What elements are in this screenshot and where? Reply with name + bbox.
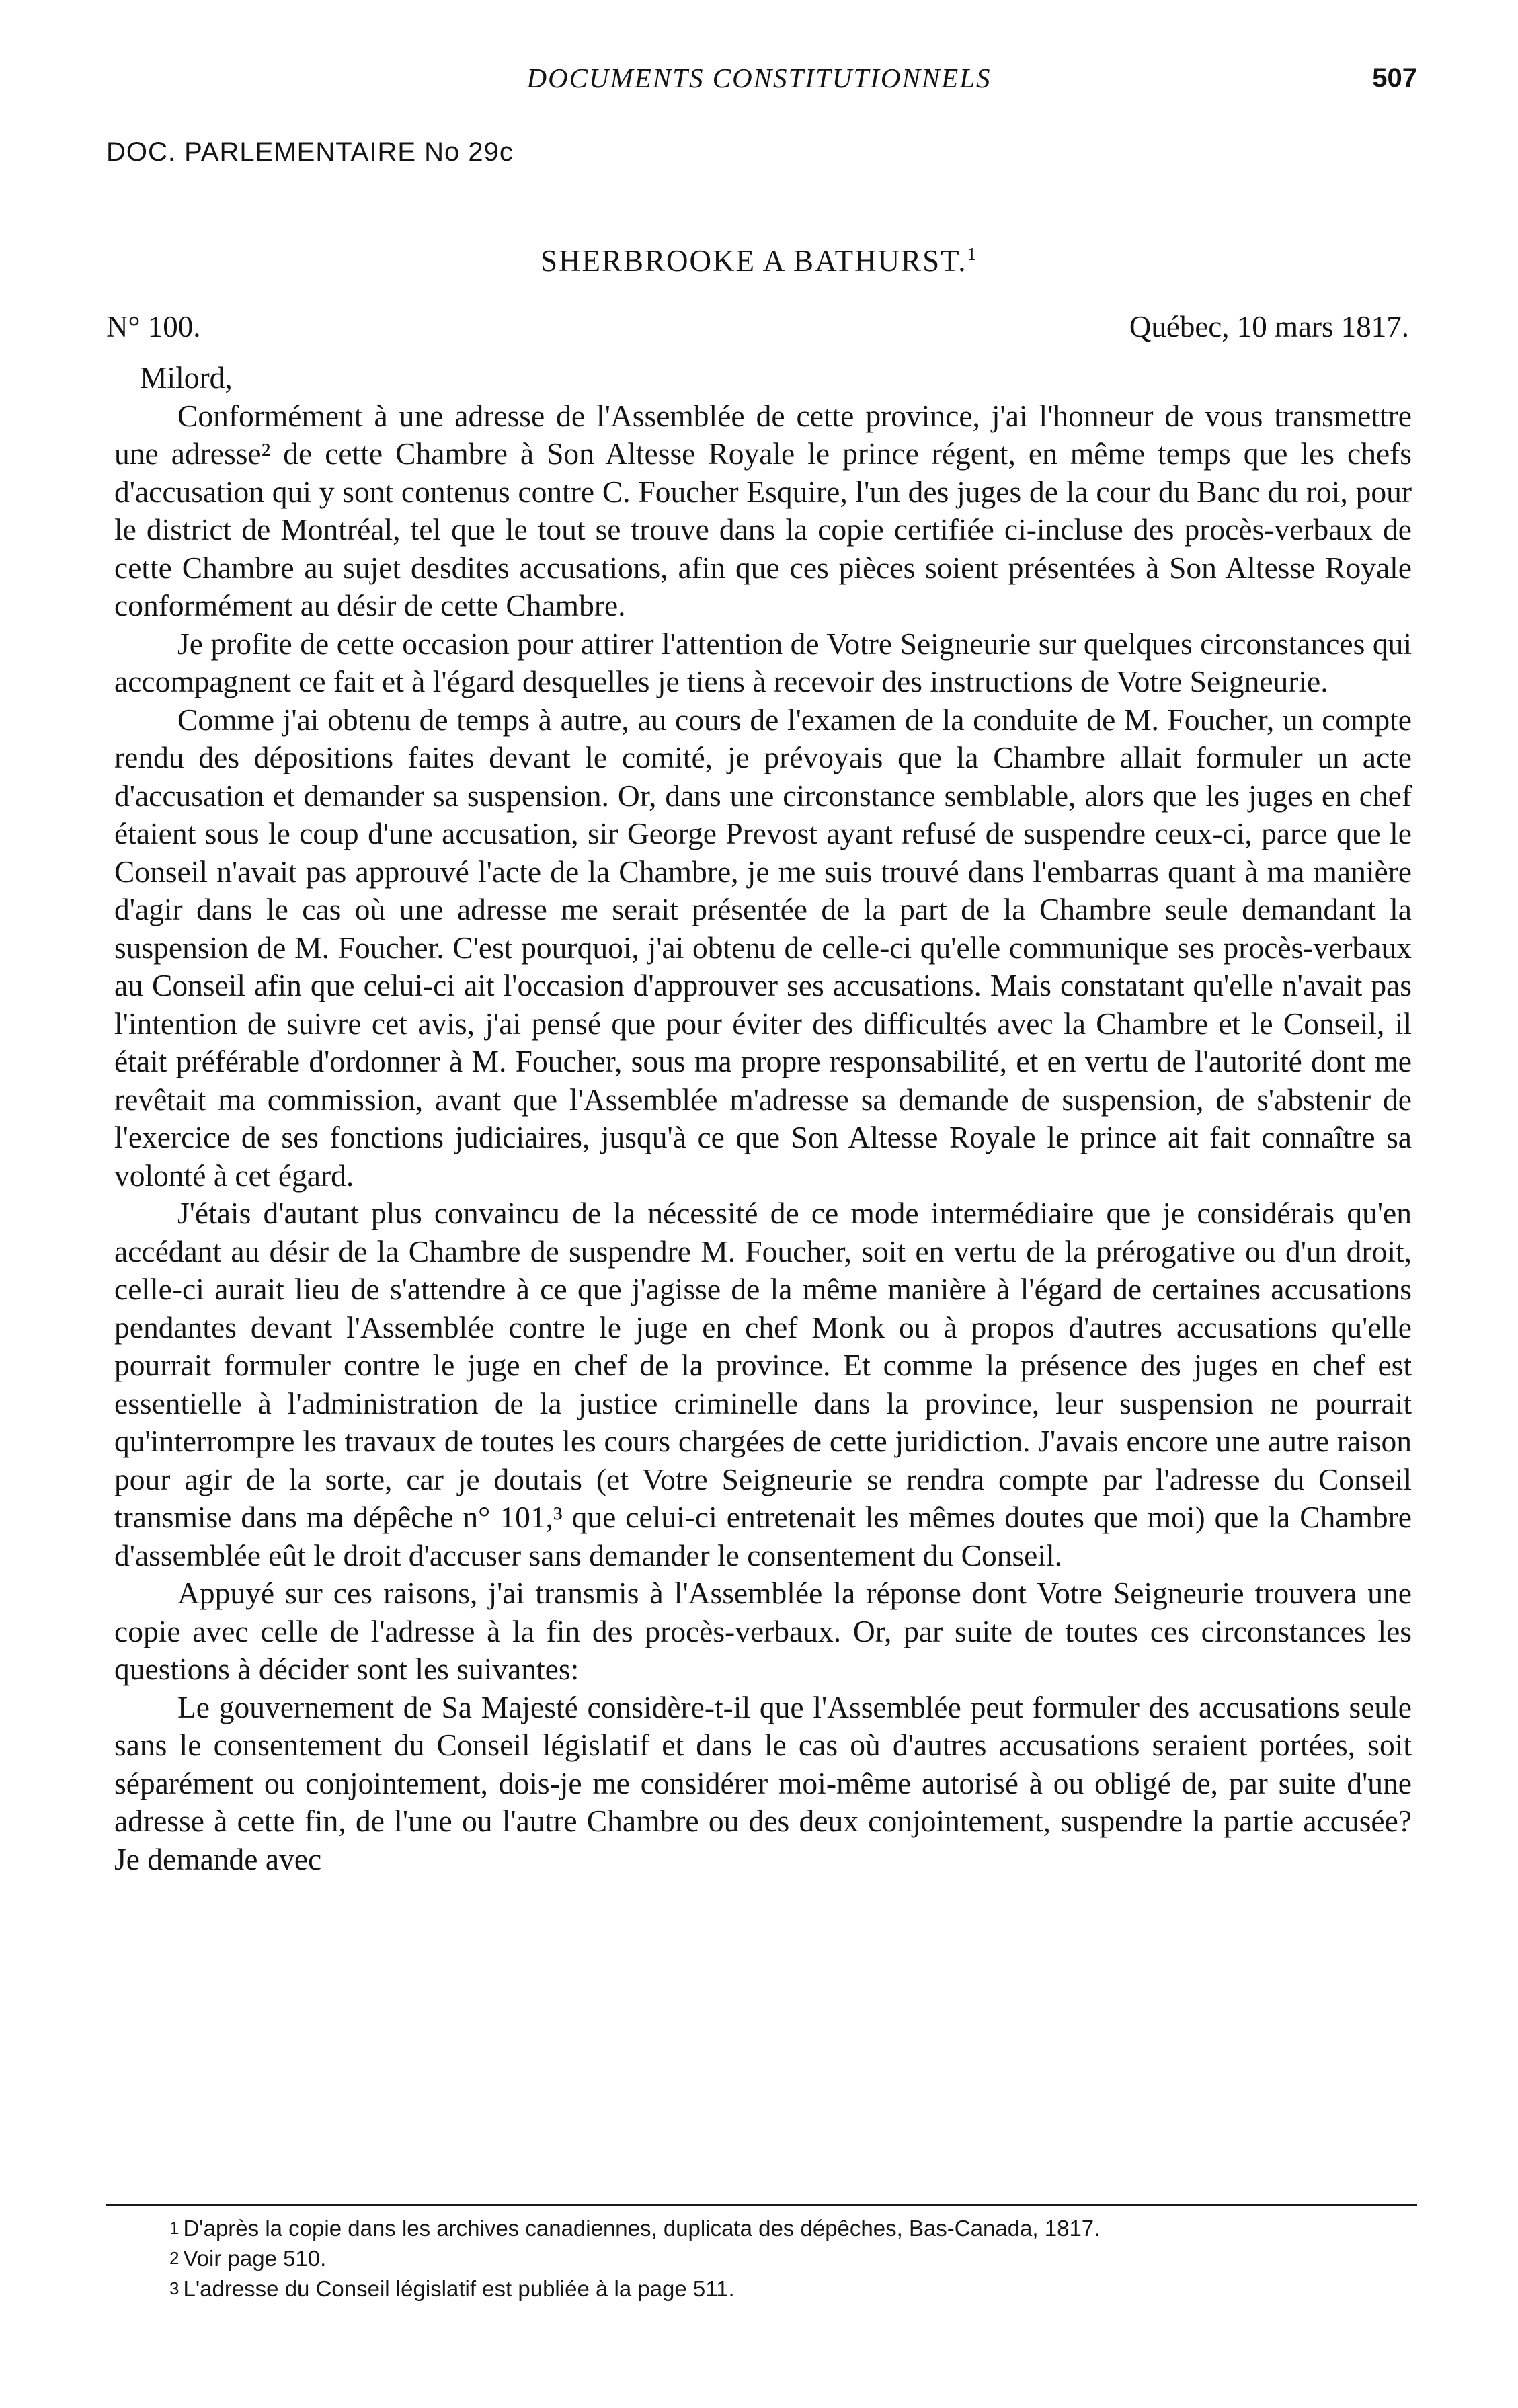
page-number: 507 <box>1372 63 1417 93</box>
doc-label: DOC. PARLEMENTAIRE No 29c <box>106 137 514 167</box>
footnote <box>169 2274 1420 2304</box>
footnote <box>169 2243 1420 2274</box>
footnote-number: 1 <box>169 2218 179 2238</box>
footnote <box>169 2213 1420 2243</box>
letter-body <box>114 359 1412 1878</box>
letter-title-text: SHERBROOKE A BATHURST. <box>540 244 967 278</box>
footnote-number: 3 <box>169 2278 179 2298</box>
title-footnote-ref: 1 <box>967 244 977 264</box>
dispatch-number: N° 100. <box>106 310 201 344</box>
footnote-divider <box>106 2204 1417 2206</box>
running-title: DOCUMENTS CONSTITUTIONNELS <box>526 63 992 93</box>
paragraph: Appuyé sur ces raisons, j'ai transmis à l'Assemblée la réponse dont Votre Seigneurie trouvera une copie avec celle de l'adresse à la fin des procès-verbaux. Or, par suite de toutes ces circonstances les questions à décider sont les suivantes: <box>114 1576 1412 1686</box>
salutation: Milord, <box>140 360 233 395</box>
footnote-text: Voir page 510. <box>183 2246 327 2271</box>
footnote-number: 2 <box>169 2248 179 2268</box>
place-date: Québec, 10 mars 1817. <box>1129 310 1409 344</box>
paragraph: J'étais d'autant plus convaincu de la nécessité de ce mode intermédiaire que je considérais qu'en accédant au désir de la Chambre de suspendre M. Foucher, soit en vertu de la prérogative ou d'un droit, celle-ci aurait lieu de s'attendre à ce que j'agisse de la même manière à l'égard de certaines accusations pendantes devant l'Assemblée contre le juge en chef Monk ou à propos d'autres accusations qu'elle pourrait formuler contre le juge en chef de la province. Et comme la présence des juges en chef est essentielle à l'administration de la justice criminelle dans la province, leur suspension ne pourrait qu'interrompre les travaux de toutes les cours chargées de cette juridiction. J'avais encore une autre raison pour agir de la sorte, car je doutais (et Votre Seigneurie se rendra compte par l'adresse du Conseil transmise dans ma dépêche n° 101,³ que celui-ci entretenait les mêmes doutes que moi) que la Chambre d'assemblée eût le droit d'accuser sans demander le consentement du Conseil. <box>114 1196 1412 1572</box>
footnote-text: D'après la copie dans les archives canadiennes, duplicata des dépêches, Bas-Canada, 1817. <box>183 2216 1101 2241</box>
letter-title <box>0 243 1518 278</box>
paragraph: Conformément à une adresse de l'Assemblée de cette province, j'ai l'honneur de vous transmettre une adresse² de cette Chambre à Son Altesse Royale le prince régent, en même temps que les chefs d'accusation qui y sont contenus contre C. Foucher Esquire, l'un des juges de la cour du Banc du roi, pour le district de Montréal, tel que le tout se trouve dans la copie certifiée ci-incluse des procès-verbaux de cette Chambre au sujet desdites accusations, afin que ces pièces soient présentées à Son Altesse Royale conformément au désir de cette Chambre. <box>114 398 1412 623</box>
paragraph: Je profite de cette occasion pour attirer l'attention de Votre Seigneurie sur quelques circonstances qui accompagnent ce fait et à l'égard desquelles je tiens à recevoir des instructions de Votre Seigneurie. <box>114 626 1412 698</box>
footnotes <box>169 2213 1420 2304</box>
paragraph: Comme j'ai obtenu de temps à autre, au cours de l'examen de la conduite de M. Foucher, un compte rendu des dépositions faites devant le comité, je prévoyais que la Chambre allait formuler un acte d'accusation et demander sa suspension. Or, dans une circonstance semblable, alors que les juges en chef étaient sous le coup d'une accusation, sir George Prevost ayant refusé de suspendre ceux-ci, parce que le Conseil n'avait pas approuvé l'acte de la Chambre, je me suis trouvé dans l'embarras quant à ma manière d'agir dans le cas où une adresse me serait présentée de la part de la Chambre seule demandant la suspension de M. Foucher. C'est pourquoi, j'ai obtenu de celle-ci qu'elle communique ses procès-verbaux au Conseil afin que celui-ci ait l'occasion d'approuver ses accusations. Mais constatant qu'elle n'avait pas l'intention de suivre cet avis, j'ai pensé que pour éviter des difficultés avec la Chambre et le Conseil, il était préférable d'ordonner à M. Foucher, sous ma propre responsabilité, et en vertu de l'autorité dont me revêtait ma commission, avant que l'Assemblée m'adresse sa demande de suspension, de s'abstenir de l'exercice de ses fonctions judiciaires, jusqu'à ce que Son Altesse Royale le prince ait fait connaître sa volonté à cet égard. <box>114 702 1412 1193</box>
footnote-text: L'adresse du Conseil législatif est publiée à la page 511. <box>183 2276 735 2301</box>
paragraph: Le gouvernement de Sa Majesté considère-t-il que l'Assemblée peut formuler des accusations seule sans le consentement du Conseil législatif et dans le cas où d'autres accusations seraient portées, soit séparément ou conjointement, dois-je me considérer moi-même autorisé à ou obligé de, par suite d'une adresse à cette fin, de l'une ou l'autre Chambre ou des deux conjointement, suspendre la partie accusée? Je demande avec <box>114 1689 1412 1876</box>
